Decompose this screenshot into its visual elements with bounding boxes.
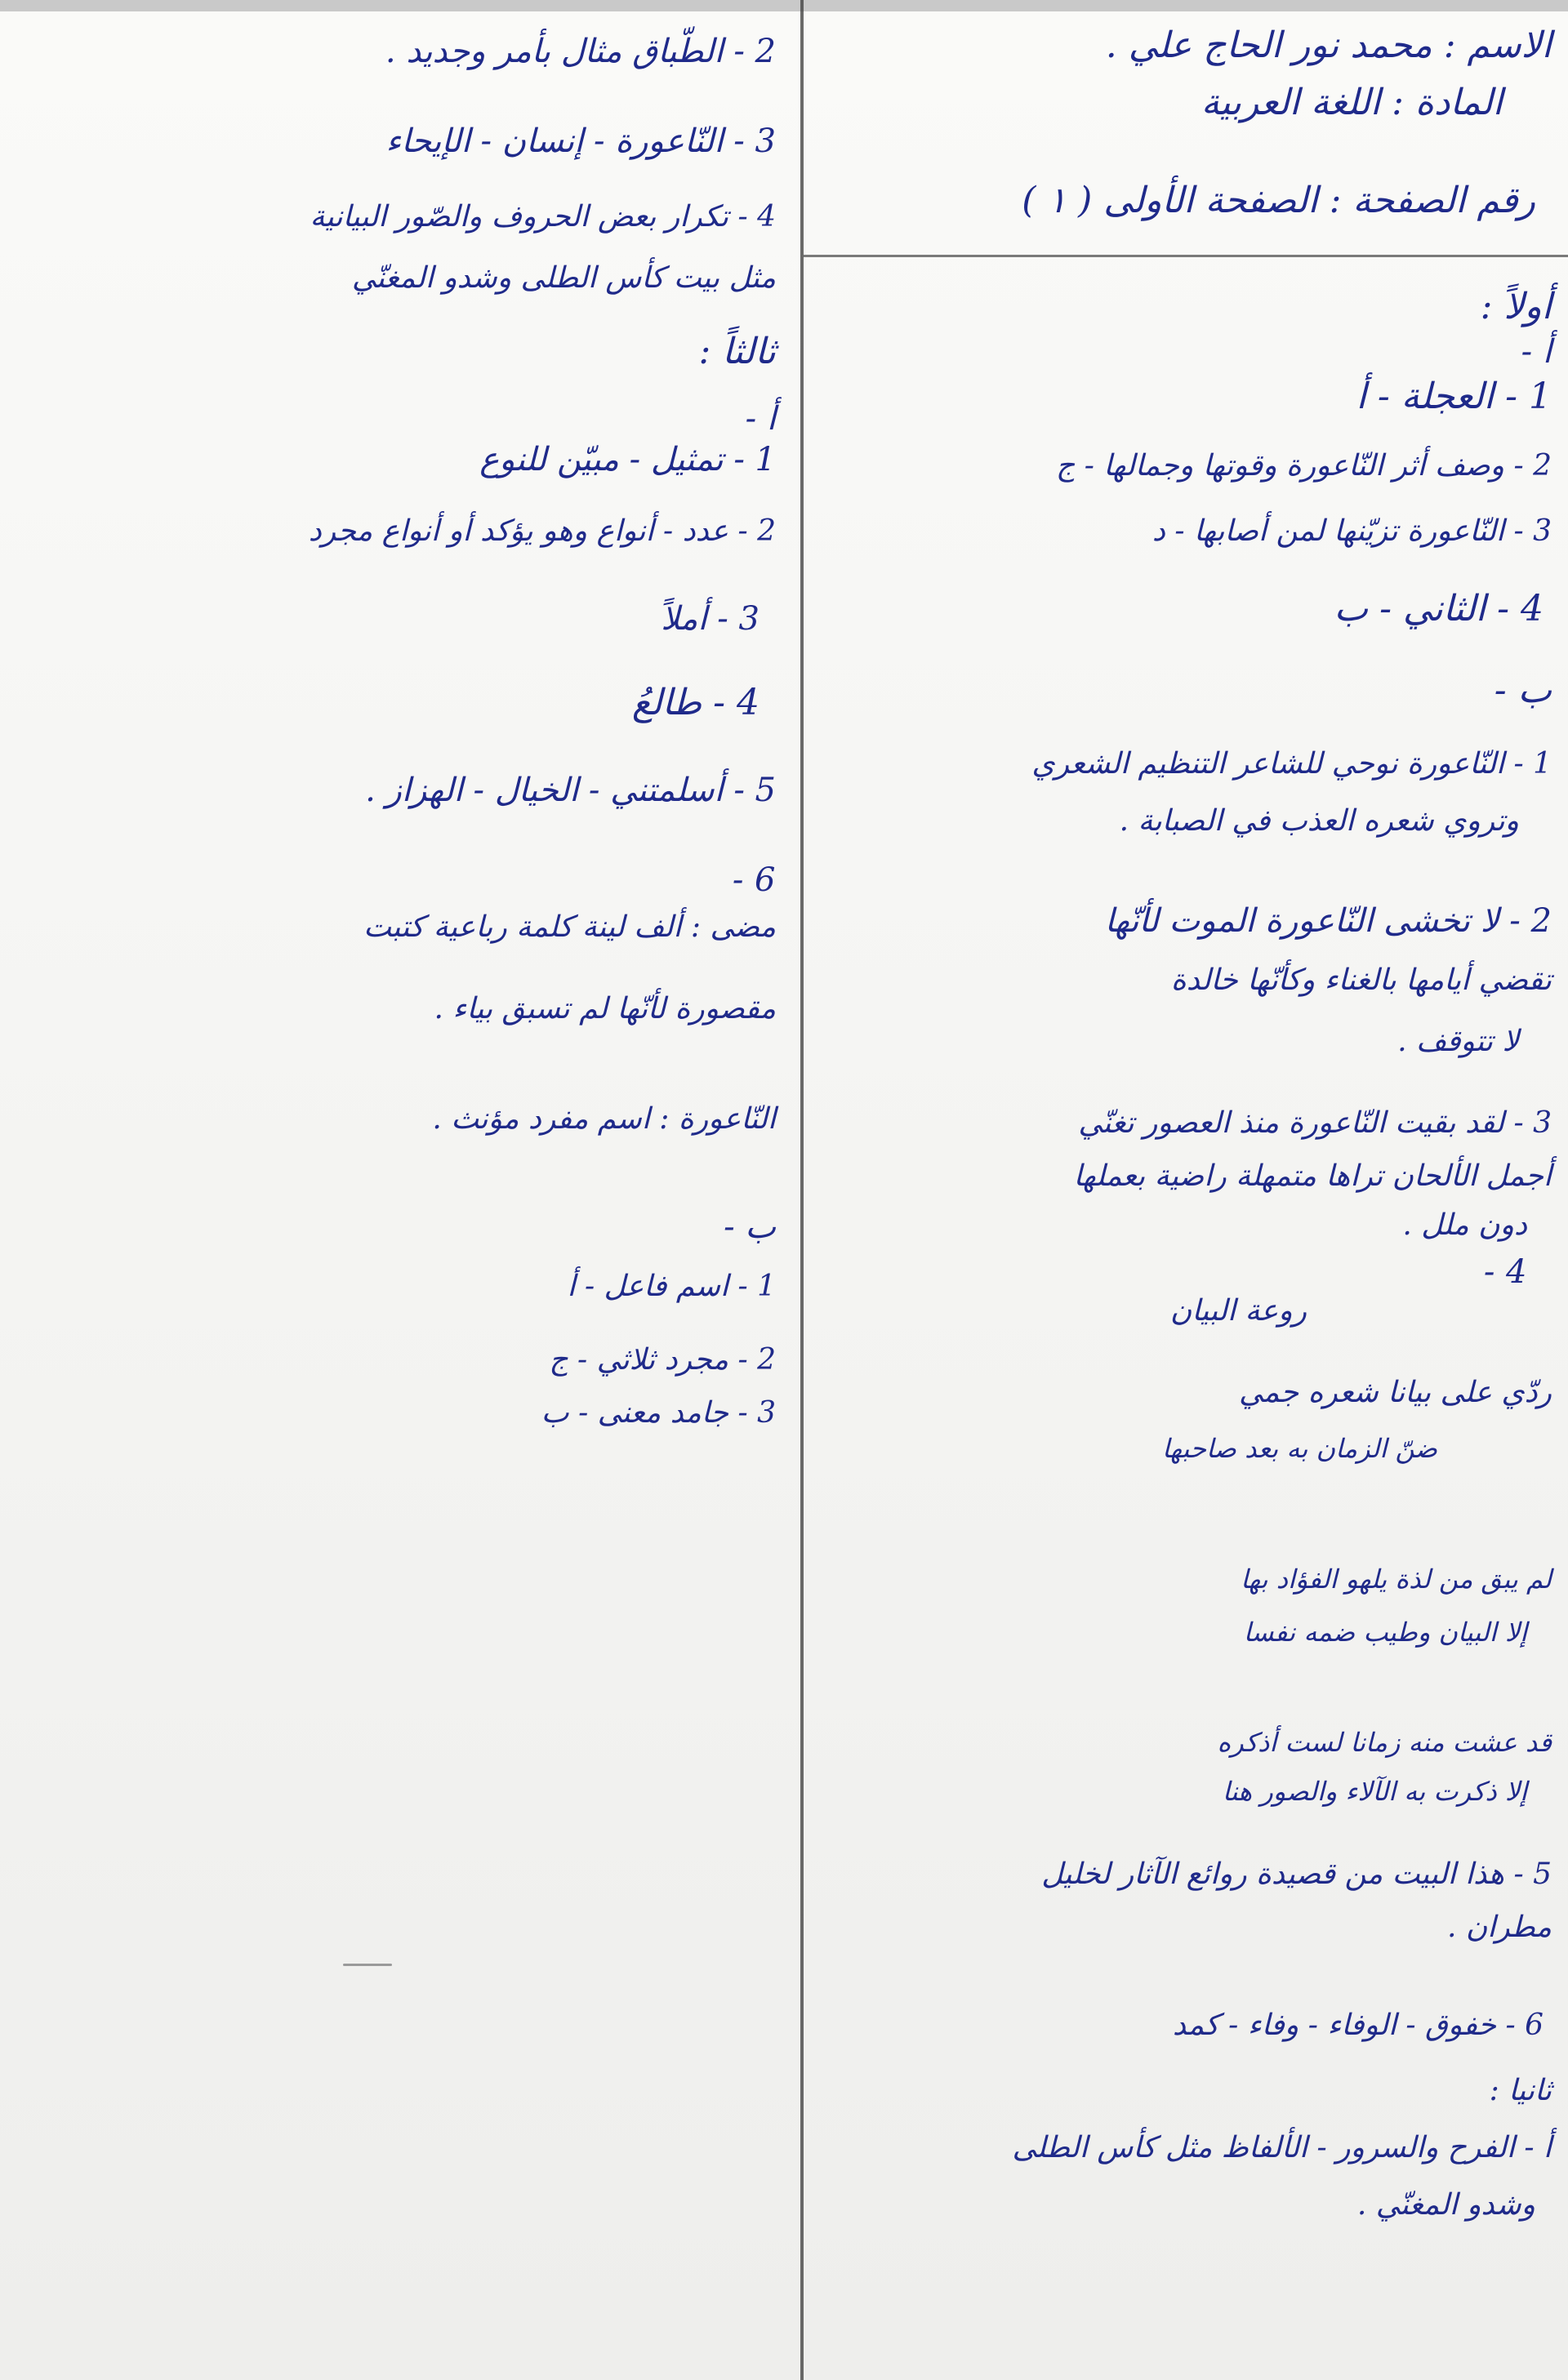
poem-line4: إلا ذكرت به الآلاء والصور هنا [1222,1776,1527,1807]
b3-line2: أجمل الألحان تراها متمهلة راضية بعملها [1073,1159,1552,1193]
section-two-a2: وشدو المغنّي . [1356,2188,1535,2222]
b3-line1: 3 - لقد بقيت النّاعورة منذ العصور تغنّي [1078,1106,1552,1140]
b4-line2: ضنّ الزمان به بعد صاحبها [1162,1433,1437,1464]
b4-title: روعة البيان [1169,1294,1307,1328]
s3-b1: 1 - اسم فاعل - أ [567,1270,776,1303]
top-edge-shadow [0,0,1568,11]
s3-a6-line2: مقصورة لأنّها لم تسبق بياء . [434,992,776,1025]
part-a-title: أ - [1521,333,1552,371]
a-item-3: 3 - النّاعورة تزيّنها لمن أصابها - د [1152,514,1552,548]
b4-line1: ردّي على بيانا شعره جمي [1239,1376,1552,1409]
item-3-naoura: 3 - النّاعورة - إنسان - الإيحاء [385,122,776,160]
s3-b2: 2 - مجرد ثلاثي - ج [549,1343,776,1377]
s3-a3: 3 - أملاً [661,600,760,638]
s3-a6-line1: مضى : ألف لينة كلمة رباعية كتبت [363,910,776,944]
page-number-line: رقم الصفحة : الصفحة الأولى ( ١ ) [1022,180,1535,221]
b5-line2: مطران . [1446,1911,1552,1944]
section-one-title: أولاً : [1480,286,1552,327]
s3-a5: 5 - أسلمتني - الخيال - الهزاز . [365,772,776,809]
b2-line1: 2 - لا تخشى النّاعورة الموت لأنّها [1104,902,1552,940]
section-three-title: ثالثاً : [698,331,776,372]
b6-line: 6 - خفوق - الوفاء - وفاء - كمد [1172,2009,1544,2042]
section-two-title: ثانيا : [1489,2074,1552,2107]
a-item-4: 4 - الثاني - ب [1334,588,1544,629]
b4-number: 4 - [1483,1253,1527,1291]
section-two-a: أ - الفرح والسرور - الألفاظ مثل كأس الطلى [1012,2131,1552,2164]
s3-a2: 2 - عدد - أنواع وهو يؤكد أو أنواع مجرد [308,514,776,548]
s3-a1: 1 - تمثيل - مبيّن للنوع [479,441,776,478]
s3-b3: 3 - جامد معنى - ب [541,1396,776,1430]
s3-a4: 4 - طالعُ [631,682,760,723]
item-4-line1: 4 - تكرار بعض الحروف والصّور البيانية [310,200,776,234]
s3-a6: 6 - [732,861,776,899]
part-b-title: ب - [1494,670,1552,711]
student-name: الاسم : محمد نور الحاج علي . [1105,24,1552,66]
header-underline [804,255,1568,257]
b2-line3: لا تتوقف . [1397,1025,1519,1058]
subject-line: المادة : اللغة العربية [1200,82,1503,123]
b1-line1: 1 - النّاعورة نوحي للشاعر التنظيم الشعري [1031,747,1552,781]
item-2-tibaq: 2 - الطّباق مثال بأمر وجديد . [385,33,776,70]
column-divider [800,0,804,2380]
b2-line2: تقضي أيامها بالغناء وكأنّها خالدة [1170,963,1552,997]
poem-line2: إلا البيان وطيب ضمه نفسا [1243,1617,1527,1648]
stray-pen-mark [343,1964,392,1966]
poem-line3: قد عشت منه زمانا لست أذكره [1217,1727,1552,1758]
item-4-line2: مثل بيت كأس الطلى وشدو المغنّي [351,261,776,295]
section-three-part-b: ب - [724,1208,776,1246]
b5-line1: 5 - هذا البيت من قصيدة روائع الآثار لخليل [1041,1857,1552,1891]
poem-line1: لم يبق من لذة يلهو الفؤاد بها [1241,1564,1552,1595]
a-item-2: 2 - وصف أثر النّاعورة وقوتها وجمالها - ج [1056,449,1552,483]
s3-a6-line3: النّاعورة : اسم مفرد مؤنث . [432,1102,776,1136]
a-item-1: 1 - العجلة - أ [1356,376,1552,417]
section-three-part-a: أ - [745,400,776,438]
b3-line3: دون ملل . [1402,1208,1527,1242]
b1-line2: وتروي شعره العذب في الصبابة . [1119,804,1519,838]
